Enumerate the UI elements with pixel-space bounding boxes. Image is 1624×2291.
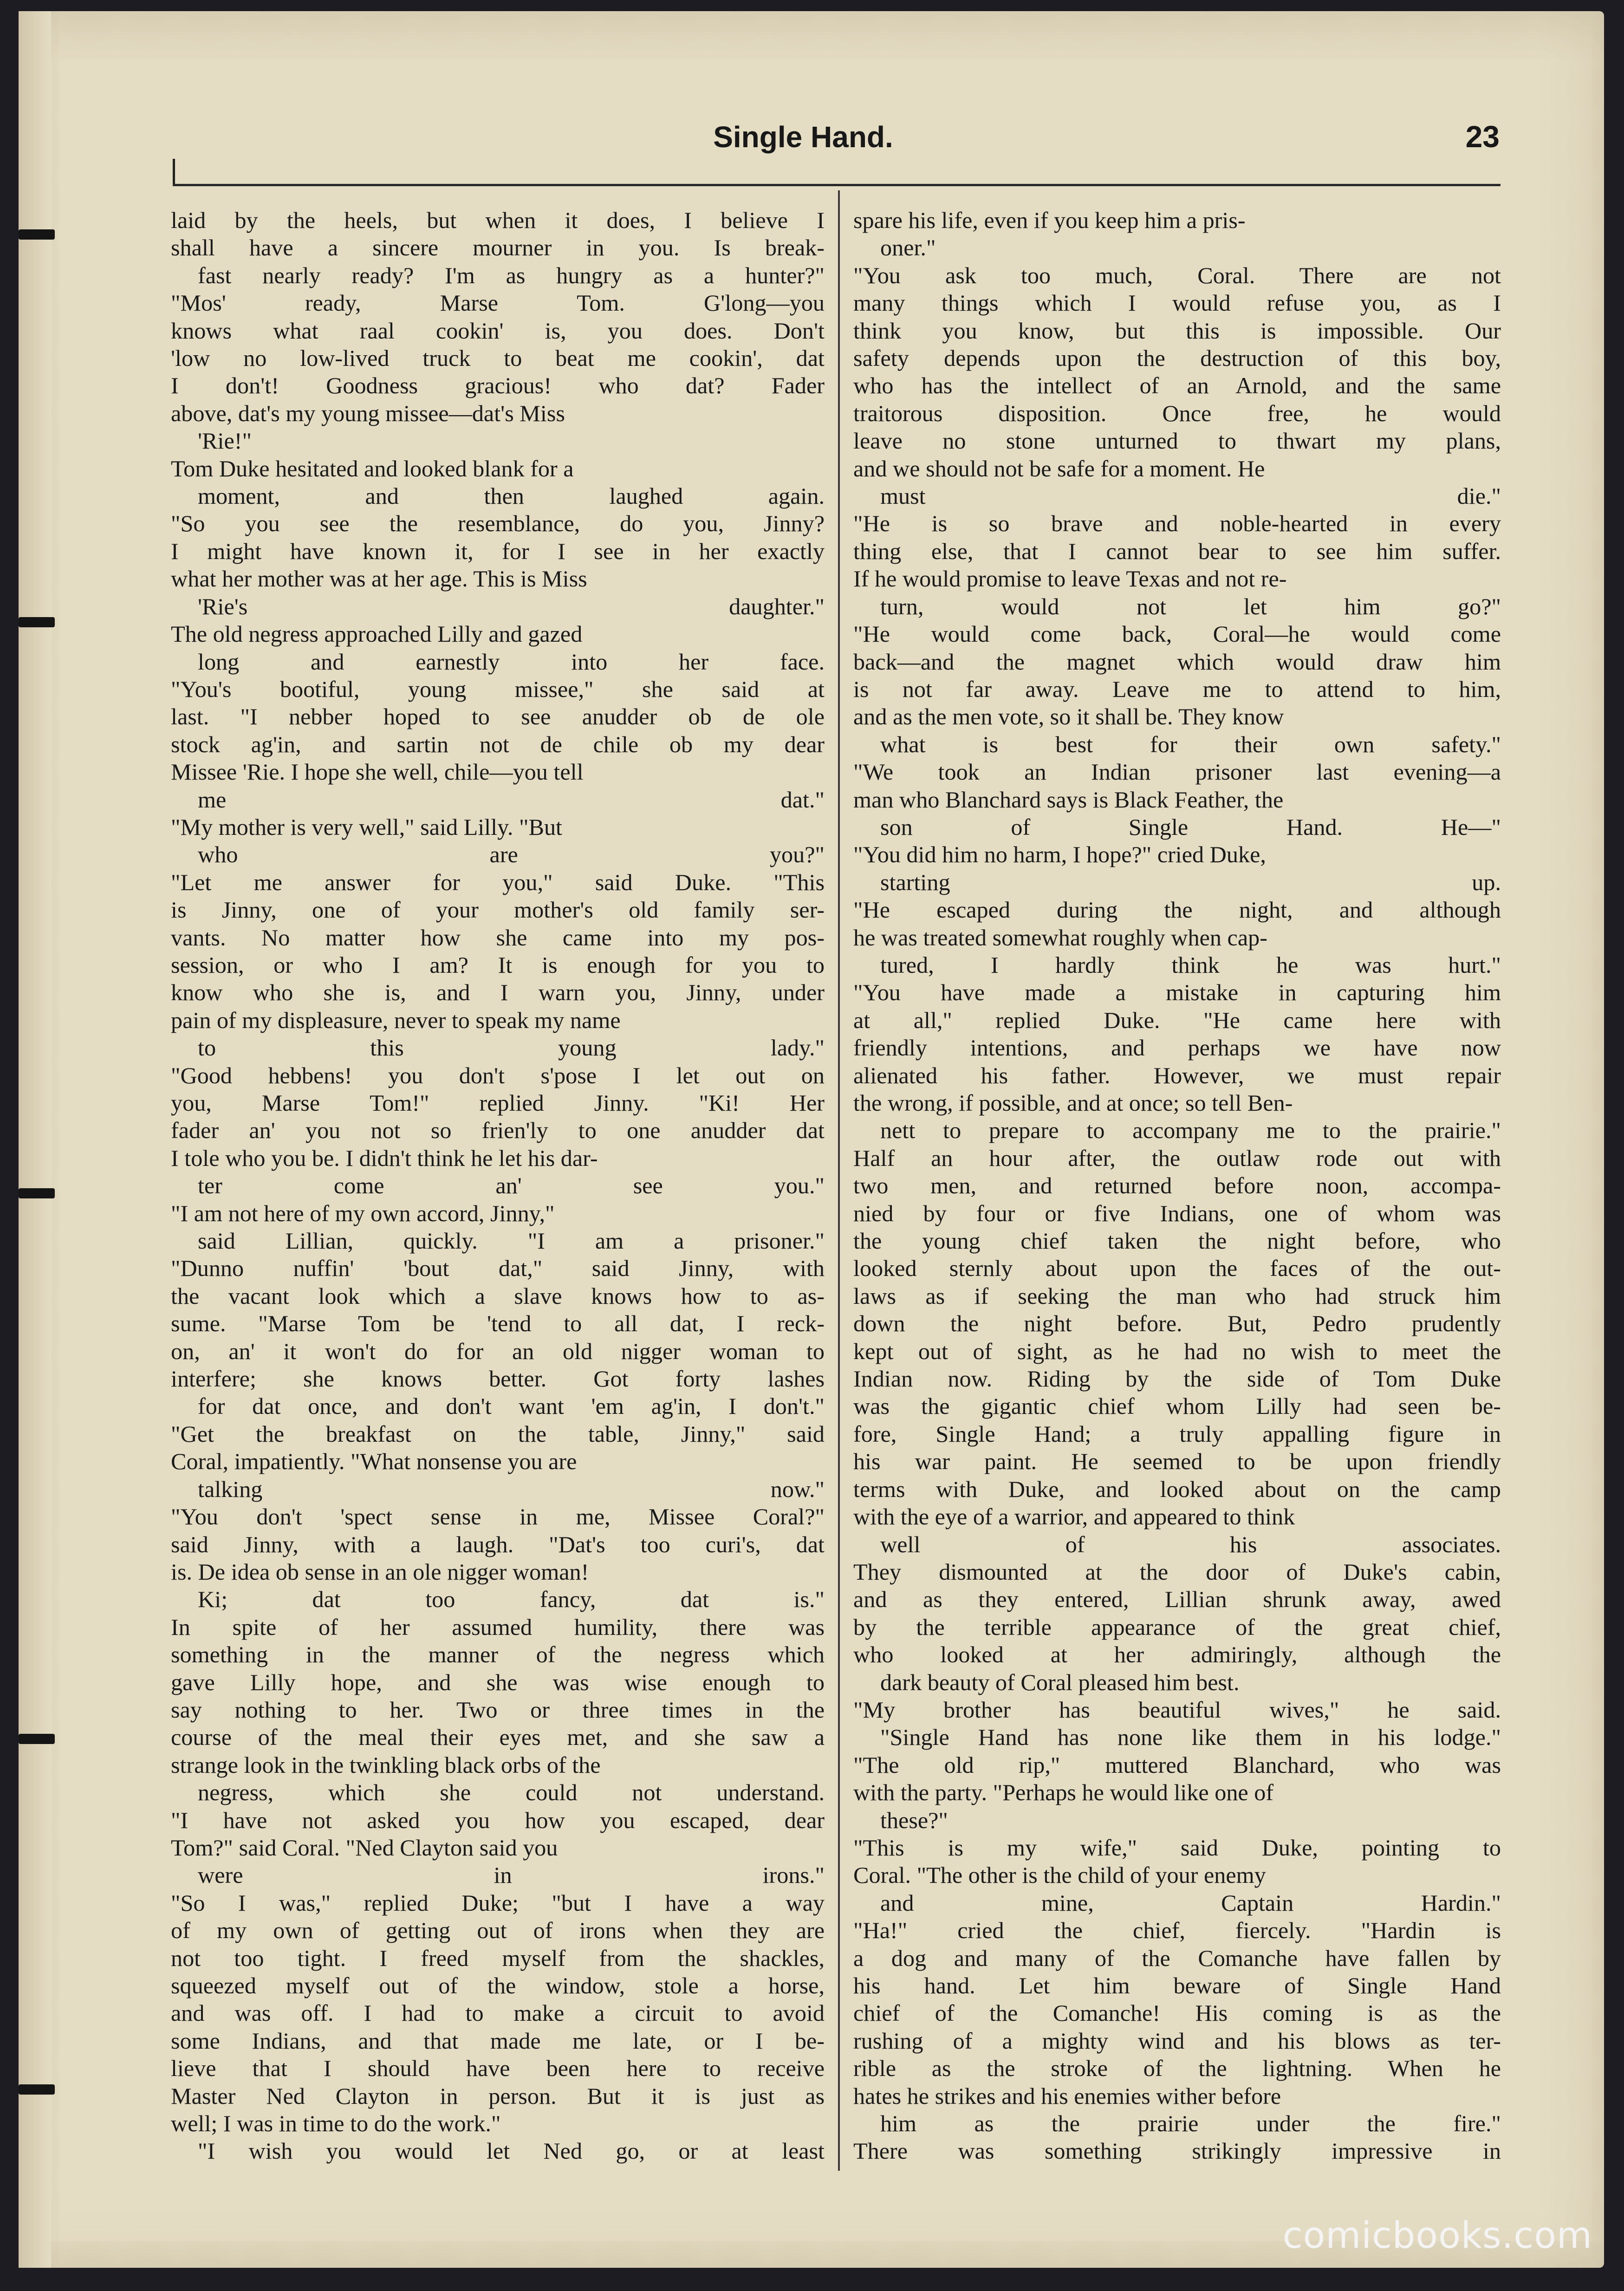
text-line: "He is so brave and noble-hearted in every — [853, 510, 1501, 537]
text-line: hates he strikes and his enemies wither before — [853, 2083, 1281, 2109]
text-line: him as the prairie under the fire." — [880, 2110, 1501, 2137]
text-line: "My mother is very well," said Lilly. "But — [171, 814, 562, 840]
text-line: know who she is, and I warn you, Jinny, under — [171, 979, 825, 1006]
text-line: "You's bootiful, young missee," she said at — [171, 676, 825, 702]
text-line: The old negress approached Lilly and gazed — [171, 621, 583, 647]
text-line: say nothing to her. Two or three times in the — [171, 1696, 825, 1723]
text-line: said Lillian, quickly. "I am a prisoner." — [198, 1228, 825, 1254]
text-line: dark beauty of Coral pleased him best. — [880, 1669, 1240, 1695]
text-line: "So I was," replied Duke; "but I have a way — [171, 1889, 825, 1916]
text-line: strange look in the twinkling black orbs of the — [171, 1751, 601, 1778]
text-line: negress, which she could not understand. — [198, 1779, 825, 1806]
text-line: fast nearly ready? I'm as hungry as a hunter?" — [198, 262, 825, 288]
text-line: "Mos' ready, Marse Tom. G'long—you — [171, 290, 825, 316]
text-line: "I have not asked you how you escaped, dear — [171, 1807, 825, 1833]
text-line: I don't! Goodness gracious! who dat? Fader — [171, 372, 825, 399]
text-line: Coral. "The other is the child of your enemy — [853, 1862, 1266, 1888]
text-line: who has the intellect of an Arnold, and the same — [853, 372, 1501, 399]
text-line: to this young lady." — [198, 1035, 825, 1061]
text-line: at all," replied Duke. "He came here with — [853, 1007, 1501, 1033]
text-line: were in irons." — [198, 1862, 825, 1888]
text-line: his hand. Let him beware of Single Hand — [853, 1972, 1501, 1998]
text-line: fore, Single Hand; a truly appalling figure in — [853, 1420, 1501, 1447]
text-line: last. "I nebber hoped to see anudder ob de ole — [171, 703, 825, 730]
text-line: "Ha!" cried the chief, fiercely. "Hardin is — [853, 1917, 1501, 1944]
text-line: on, an' it won't do for an old nigger woman to — [171, 1338, 825, 1364]
text-line: "You ask too much, Coral. There are not — [853, 262, 1501, 288]
text-line: the young chief taken the night before, who — [853, 1228, 1501, 1254]
text-line: gave Lilly hope, and she was wise enough to — [171, 1669, 825, 1695]
text-line: "Good hebbens! you don't s'pose I let out on — [171, 1062, 825, 1088]
text-line: Half an hour after, the outlaw rode out with — [853, 1145, 1501, 1171]
text-line: by the terrible appearance of the great chief, — [853, 1614, 1501, 1640]
text-line: these?" — [880, 1807, 948, 1833]
text-line: something in the manner of the negress which — [171, 1641, 825, 1668]
text-line: son of Single Hand. He—" — [880, 814, 1501, 840]
text-line: rushing of a mighty wind and his blows as ter- — [853, 2027, 1501, 2054]
text-line: what her mother was at her age. This is Miss — [171, 566, 587, 592]
text-line: traitorous disposition. Once free, he would — [853, 400, 1501, 426]
text-line: Coral, impatiently. "What nonsense you are — [171, 1448, 577, 1475]
text-line: laid by the heels, but when it does, I believe I — [171, 207, 825, 233]
column-divider — [838, 190, 840, 2171]
right-text-column — [853, 207, 1501, 2165]
text-line: pain of my displeasure, never to speak my name — [171, 1007, 621, 1033]
text-line: 'Rie's daughter." — [198, 593, 825, 619]
text-line: who are you?" — [198, 841, 825, 868]
text-line: "He would come back, Coral—he would come — [853, 621, 1501, 647]
text-line: is. De idea ob sense in an ole nigger woman! — [171, 1558, 589, 1585]
text-line: laws as if seeking the man who had struck him — [853, 1282, 1501, 1309]
text-line: lieve that I should have been here to receive — [171, 2055, 825, 2082]
text-line: They dismounted at the door of Duke's cabin, — [853, 1558, 1501, 1585]
text-line: and as the men vote, so it shall be. They know — [853, 703, 1284, 730]
text-line: said Jinny, with a laugh. "Dat's too curi's, dat — [171, 1531, 825, 1557]
text-line: who looked at her admiringly, although the — [853, 1641, 1501, 1668]
text-line: Tom?" said Coral. "Ned Clayton said you — [171, 1834, 558, 1861]
text-line: for dat once, and don't want 'em ag'in, I don't." — [198, 1393, 825, 1419]
text-line: down the night before. But, Pedro prudently — [853, 1310, 1501, 1337]
text-line: was the gigantic chief whom Lilly had seen be- — [853, 1393, 1501, 1419]
text-line: with the eye of a warrior, and appeared to think — [853, 1503, 1295, 1530]
text-line: nett to prepare to accompany me to the prairie." — [880, 1117, 1501, 1144]
binding-stitch — [19, 229, 55, 240]
text-line: chief of the Comanche! His coming is as the — [853, 2000, 1501, 2026]
running-header-title: Single Hand. — [713, 120, 893, 154]
text-line: "I wish you would let Ned go, or at least — [198, 2138, 825, 2164]
text-line: thing else, that I cannot bear to see him suffer. — [853, 538, 1501, 564]
text-line: looked sternly about upon the faces of the out- — [853, 1255, 1501, 1282]
watermark-text: comicbooks.com — [1282, 2215, 1592, 2257]
text-line: There was something strikingly impressive in — [853, 2138, 1501, 2164]
text-line: vants. No matter how she came into my pos- — [171, 924, 825, 950]
text-line: nied by four or five Indians, one of whom was — [853, 1200, 1501, 1226]
text-line: well; I was in time to do the work." — [171, 2110, 501, 2137]
text-line: If he would promise to leave Texas and not re- — [853, 566, 1287, 592]
text-line: 'Rie!" — [198, 428, 252, 454]
text-line: "Get the breakfast on the table, Jinny," said — [171, 1420, 825, 1447]
binding-stitch — [19, 1188, 55, 1198]
text-line: not too tight. I freed myself from the shackles, — [171, 1945, 825, 1971]
text-line: some Indians, and that made me late, or I be- — [171, 2027, 825, 2054]
text-line: session, or who I am? It is enough for you to — [171, 951, 825, 978]
text-line: talking now." — [198, 1476, 825, 1502]
text-line: "The old rip," muttered Blanchard, who was — [853, 1751, 1501, 1778]
text-line: spare his life, even if you keep him a pris- — [853, 207, 1246, 233]
text-line: leave no stone unturned to thwart my plans, — [853, 428, 1501, 454]
text-line: interfere; she knows better. Got forty lashes — [171, 1366, 825, 1392]
binding-stitch — [19, 1734, 55, 1744]
text-line: "You don't 'spect sense in me, Missee Coral?" — [171, 1503, 825, 1530]
text-line: "You have made a mistake in capturing him — [853, 979, 1501, 1006]
text-line: a dog and many of the Comanche have fallen by — [853, 1945, 1501, 1971]
text-line: 'low no low-lived truck to beat me cookin', dat — [171, 345, 825, 371]
text-line: many things which I would refuse you, as I — [853, 290, 1501, 316]
text-line: "Let me answer for you," said Duke. "This — [171, 869, 825, 895]
text-line: his war paint. He seemed to be upon friendly — [853, 1448, 1501, 1475]
text-line: "I am not here of my own accord, Jinny," — [171, 1200, 555, 1226]
text-line: and mine, Captain Hardin." — [880, 1889, 1501, 1916]
text-line: starting up. — [880, 869, 1501, 895]
text-line: knows what raal cookin' is, you does. Don't — [171, 317, 825, 344]
text-line: "This is my wife," said Duke, pointing to — [853, 1834, 1501, 1861]
text-line: "You did him no harm, I hope?" cried Duke, — [853, 841, 1266, 868]
text-line: Master Ned Clayton in person. But it is just as — [171, 2083, 825, 2109]
text-line: "So you see the resemblance, do you, Jinny? — [171, 510, 825, 537]
binding-stitch — [19, 2084, 55, 2095]
binding-stitch — [19, 617, 55, 627]
text-line: well of his associates. — [880, 1531, 1501, 1557]
text-line: fader an' you not so frien'ly to one anudder dat — [171, 1117, 825, 1144]
text-line: "He escaped during the night, and although — [853, 897, 1501, 923]
text-line: ter come an' see you." — [198, 1172, 825, 1199]
text-line: back—and the magnet which would draw him — [853, 648, 1501, 675]
text-line: "Single Hand has none like them in his lodge." — [880, 1724, 1501, 1751]
text-line: Tom Duke hesitated and looked blank for a — [171, 455, 574, 482]
text-line: squeezed myself out of the window, stole a horse, — [171, 1972, 825, 1998]
text-line: "We took an Indian prisoner last evening—a — [853, 759, 1501, 785]
text-line: the vacant look which a slave knows how to as- — [171, 1282, 825, 1309]
text-line: alienated his father. However, we must repair — [853, 1062, 1501, 1088]
text-line: terms with Duke, and looked about on the camp — [853, 1476, 1501, 1502]
text-line: I might have known it, for I see in her exactly — [171, 538, 825, 564]
text-line: safety depends upon the destruction of this boy, — [853, 345, 1501, 371]
text-line: friendly intentions, and perhaps we have now — [853, 1035, 1501, 1061]
text-line: the wrong, if possible, and at once; so tell Ben- — [853, 1090, 1293, 1116]
text-line: kept out of sight, as he had no wish to meet the — [853, 1338, 1501, 1364]
page-binding — [19, 11, 51, 2268]
text-line: above, dat's my young missee—dat's Miss — [171, 400, 565, 426]
text-line: of my own of getting out of irons when they are — [171, 1917, 825, 1944]
text-line: Indian now. Riding by the side of Tom Duke — [853, 1366, 1501, 1392]
page-number: 23 — [1465, 119, 1500, 154]
text-line: Missee 'Rie. I hope she well, chile—you tell — [171, 759, 584, 785]
text-line: what is best for their own safety." — [880, 731, 1501, 757]
text-line: In spite of her assumed humility, there was — [171, 1614, 825, 1640]
header-rule — [173, 184, 1501, 186]
text-line: long and earnestly into her face. — [198, 648, 825, 675]
text-line: and was off. I had to make a circuit to avoid — [171, 2000, 825, 2026]
text-line: man who Blanchard says is Black Feather, the — [853, 786, 1284, 813]
text-line: stock ag'in, and sartin not de chile ob my dear — [171, 731, 825, 757]
text-line: "My brother has beautiful wives," he said. — [853, 1696, 1501, 1723]
text-line: think you know, but this is impossible. Our — [853, 317, 1501, 344]
text-line: is not far away. Leave me to attend to him, — [853, 676, 1501, 702]
text-line: you, Marse Tom!" replied Jinny. "Ki! Her — [171, 1090, 825, 1116]
text-line: tured, I hardly think he was hurt." — [880, 951, 1501, 978]
text-line: "Dunno nuffin' 'bout dat," said Jinny, with — [171, 1255, 825, 1282]
text-line: course of the meal their eyes met, and she saw a — [171, 1724, 825, 1751]
text-line: and we should not be safe for a moment. He — [853, 455, 1265, 482]
text-line: shall have a sincere mourner in you. Is break- — [171, 234, 825, 261]
text-line: he was treated somewhat roughly when cap- — [853, 924, 1267, 950]
header-rule-tick — [173, 159, 175, 186]
text-line: oner." — [880, 234, 936, 261]
text-line: and as they entered, Lillian shrunk away, awed — [853, 1586, 1501, 1613]
text-line: must die." — [880, 483, 1501, 509]
text-line: is Jinny, one of your mother's old family ser- — [171, 897, 825, 923]
text-line: with the party. "Perhaps he would like one of — [853, 1779, 1274, 1806]
text-line: two men, and returned before noon, accompa- — [853, 1172, 1501, 1199]
text-line: sume. "Marse Tom be 'tend to all dat, I reck- — [171, 1310, 825, 1337]
text-line: me dat." — [198, 786, 825, 813]
text-line: Ki; dat too fancy, dat is." — [198, 1586, 825, 1613]
text-line: I tole who you be. I didn't think he let his dar- — [171, 1145, 598, 1171]
text-line: turn, would not let him go?" — [880, 593, 1501, 619]
left-text-column — [171, 207, 825, 2165]
text-line: rible as the stroke of the lightning. When he — [853, 2055, 1501, 2082]
text-line: moment, and then laughed again. — [198, 483, 825, 509]
